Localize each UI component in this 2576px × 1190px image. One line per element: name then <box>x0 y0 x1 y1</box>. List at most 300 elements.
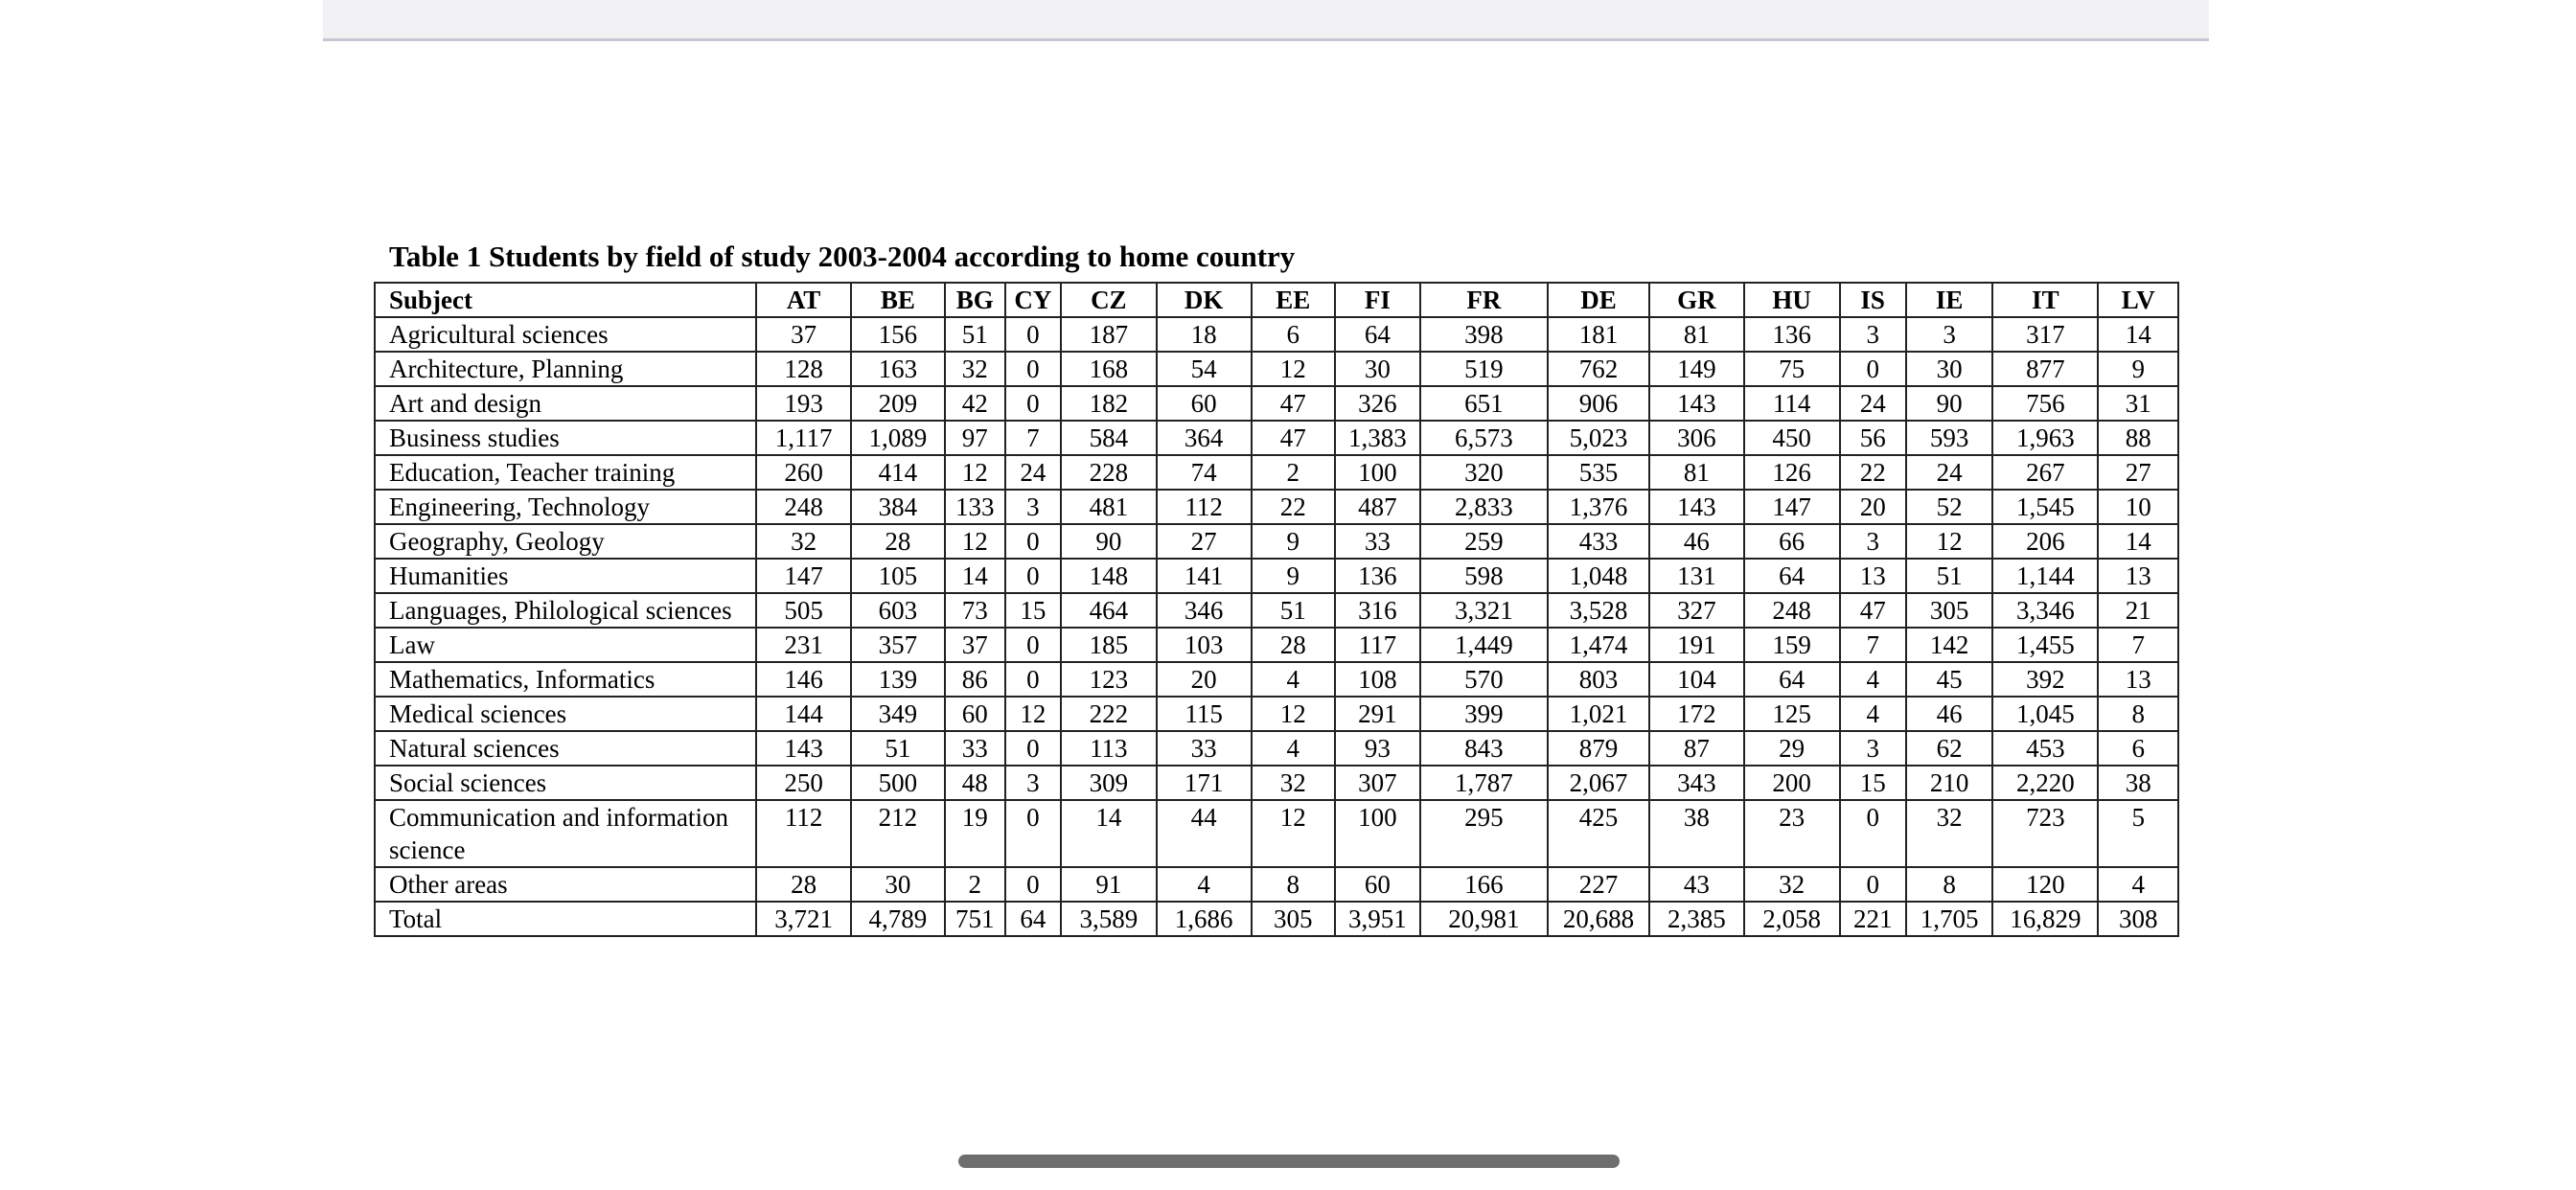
table-cell: 9 <box>2098 352 2178 386</box>
table-cell: 21 <box>2098 593 2178 628</box>
table-cell: 81 <box>1649 317 1744 352</box>
table-cell: 28 <box>1252 628 1336 662</box>
table-cell: 64 <box>1744 662 1840 697</box>
table-cell: 12 <box>1252 800 1336 867</box>
table-cell: 159 <box>1744 628 1840 662</box>
table-cell: 14 <box>2098 317 2178 352</box>
table-cell: 181 <box>1548 317 1649 352</box>
table-cell: 392 <box>1992 662 2098 697</box>
table-cell: 2 <box>1252 455 1336 490</box>
table-cell: 327 <box>1649 593 1744 628</box>
table-cell: 191 <box>1649 628 1744 662</box>
table-cell: 163 <box>851 352 945 386</box>
table-cell: 93 <box>1335 731 1420 766</box>
table-cell: 12 <box>1252 697 1336 731</box>
table-cell: 32 <box>1906 800 1993 867</box>
table-cell: 305 <box>1906 593 1993 628</box>
table-cell: 143 <box>756 731 851 766</box>
table-cell: 8 <box>1252 867 1336 902</box>
table-cell: 4 <box>1840 697 1906 731</box>
table-cell: 12 <box>1906 524 1993 559</box>
table-cell: 212 <box>851 800 945 867</box>
row-subject: Humanities <box>375 559 756 593</box>
table-cell: 453 <box>1992 731 2098 766</box>
table-cell: 193 <box>756 386 851 421</box>
row-subject: Total <box>375 902 756 936</box>
table-cell: 51 <box>945 317 1005 352</box>
table-cell: 6,573 <box>1420 421 1548 455</box>
table-cell: 22 <box>1840 455 1906 490</box>
table-cell: 20 <box>1840 490 1906 524</box>
table-cell: 1,455 <box>1992 628 2098 662</box>
table-row <box>375 593 2178 628</box>
table-row <box>375 386 2178 421</box>
table-cell: 1,545 <box>1992 490 2098 524</box>
table-cell: 6 <box>2098 731 2178 766</box>
table-cell: 7 <box>2098 628 2178 662</box>
table-cell: 248 <box>1744 593 1840 628</box>
table-cell: 24 <box>1005 455 1061 490</box>
table-cell: 23 <box>1744 800 1840 867</box>
table-cell: 9 <box>1252 524 1336 559</box>
table-cell: 0 <box>1840 867 1906 902</box>
table-cell: 108 <box>1335 662 1420 697</box>
table-cell: 12 <box>1005 697 1061 731</box>
table-cell: 0 <box>1005 559 1061 593</box>
table-cell: 12 <box>945 524 1005 559</box>
table-cell: 464 <box>1061 593 1157 628</box>
table-cell: 0 <box>1005 524 1061 559</box>
table-cell: 7 <box>1005 421 1061 455</box>
table-cell: 906 <box>1548 386 1649 421</box>
row-subject: Architecture, Planning <box>375 352 756 386</box>
table-cell: 22 <box>1252 490 1336 524</box>
table-cell: 133 <box>945 490 1005 524</box>
table-cell: 433 <box>1548 524 1649 559</box>
table-cell: 32 <box>1744 867 1840 902</box>
table-cell: 33 <box>1157 731 1252 766</box>
table-cell: 1,021 <box>1548 697 1649 731</box>
table-cell: 1,045 <box>1992 697 2098 731</box>
table-cell: 147 <box>1744 490 1840 524</box>
table-cell: 3 <box>1840 524 1906 559</box>
top-toolbar <box>323 0 2209 41</box>
table-cell: 3,721 <box>756 902 851 936</box>
table-cell: 3,589 <box>1061 902 1157 936</box>
table-cell: 248 <box>756 490 851 524</box>
table-cell: 12 <box>1252 352 1336 386</box>
table-cell: 123 <box>1061 662 1157 697</box>
column-header-cy: CY <box>1005 283 1061 317</box>
table-cell: 74 <box>1157 455 1252 490</box>
table-cell: 398 <box>1420 317 1548 352</box>
row-subject: Medical sciences <box>375 697 756 731</box>
table-cell: 221 <box>1840 902 1906 936</box>
table-cell: 27 <box>1157 524 1252 559</box>
table-cell: 1,705 <box>1906 902 1993 936</box>
table-cell: 0 <box>1005 867 1061 902</box>
table-cell: 1,089 <box>851 421 945 455</box>
row-subject: Natural sciences <box>375 731 756 766</box>
table-cell: 1,144 <box>1992 559 2098 593</box>
table-cell: 28 <box>851 524 945 559</box>
table-cell: 16,829 <box>1992 902 2098 936</box>
table-row <box>375 731 2178 766</box>
table-cell: 45 <box>1906 662 1993 697</box>
table-cell: 317 <box>1992 317 2098 352</box>
table-cell: 364 <box>1157 421 1252 455</box>
table-row <box>375 766 2178 800</box>
table-cell: 4 <box>1840 662 1906 697</box>
table-cell: 651 <box>1420 386 1548 421</box>
table-cell: 20,981 <box>1420 902 1548 936</box>
column-header-subject: Subject <box>375 283 756 317</box>
table-cell: 0 <box>1005 662 1061 697</box>
table-cell: 306 <box>1649 421 1744 455</box>
table-cell: 47 <box>1840 593 1906 628</box>
table-cell: 143 <box>1649 386 1744 421</box>
table-cell: 60 <box>1157 386 1252 421</box>
table-cell: 136 <box>1744 317 1840 352</box>
table-cell: 46 <box>1649 524 1744 559</box>
table-cell: 0 <box>1005 628 1061 662</box>
table-cell: 14 <box>1061 800 1157 867</box>
table-cell: 309 <box>1061 766 1157 800</box>
row-subject: Languages, Philological sciences <box>375 593 756 628</box>
table-cell: 30 <box>1335 352 1420 386</box>
table-cell: 30 <box>851 867 945 902</box>
table-cell: 43 <box>1649 867 1744 902</box>
column-header-bg: BG <box>945 283 1005 317</box>
table-cell: 535 <box>1548 455 1649 490</box>
table-row <box>375 800 2178 867</box>
table-cell: 24 <box>1906 455 1993 490</box>
table-cell: 141 <box>1157 559 1252 593</box>
table-cell: 349 <box>851 697 945 731</box>
students-table <box>374 282 2179 937</box>
table-cell: 231 <box>756 628 851 662</box>
table-cell: 120 <box>1992 867 2098 902</box>
table-cell: 64 <box>1005 902 1061 936</box>
table-row <box>375 317 2178 352</box>
table-row <box>375 628 2178 662</box>
column-header-it: IT <box>1992 283 2098 317</box>
table-cell: 91 <box>1061 867 1157 902</box>
table-cell: 291 <box>1335 697 1420 731</box>
table-cell: 210 <box>1906 766 1993 800</box>
table-cell: 131 <box>1649 559 1744 593</box>
table-cell: 166 <box>1420 867 1548 902</box>
table-cell: 146 <box>756 662 851 697</box>
table-cell: 168 <box>1061 352 1157 386</box>
table-cell: 0 <box>1005 317 1061 352</box>
table-cell: 399 <box>1420 697 1548 731</box>
table-cell: 1,787 <box>1420 766 1548 800</box>
table-cell: 29 <box>1744 731 1840 766</box>
row-subject: Education, Teacher training <box>375 455 756 490</box>
table-cell: 450 <box>1744 421 1840 455</box>
table-cell: 1,376 <box>1548 490 1649 524</box>
table-cell: 38 <box>1649 800 1744 867</box>
table-cell: 1,963 <box>1992 421 2098 455</box>
table-cell: 222 <box>1061 697 1157 731</box>
table-cell: 100 <box>1335 800 1420 867</box>
table-cell: 1,474 <box>1548 628 1649 662</box>
table-cell: 15 <box>1840 766 1906 800</box>
table-cell: 598 <box>1420 559 1548 593</box>
column-header-gr: GR <box>1649 283 1744 317</box>
table-cell: 3 <box>1906 317 1993 352</box>
row-subject: Communication and information science <box>375 800 756 867</box>
table-cell: 10 <box>2098 490 2178 524</box>
row-subject: Other areas <box>375 867 756 902</box>
column-header-ee: EE <box>1252 283 1336 317</box>
table-cell: 97 <box>945 421 1005 455</box>
table-cell: 723 <box>1992 800 2098 867</box>
column-header-hu: HU <box>1744 283 1840 317</box>
table-cell: 103 <box>1157 628 1252 662</box>
table-cell: 414 <box>851 455 945 490</box>
table-cell: 0 <box>1840 800 1906 867</box>
table-cell: 46 <box>1906 697 1993 731</box>
table-cell: 42 <box>945 386 1005 421</box>
table-row <box>375 867 2178 902</box>
table-cell: 60 <box>945 697 1005 731</box>
table-cell: 48 <box>945 766 1005 800</box>
table-cell: 64 <box>1335 317 1420 352</box>
table-cell: 6 <box>1252 317 1336 352</box>
row-subject: Engineering, Technology <box>375 490 756 524</box>
table-cell: 13 <box>2098 662 2178 697</box>
column-header-be: BE <box>851 283 945 317</box>
table-cell: 593 <box>1906 421 1993 455</box>
table-cell: 307 <box>1335 766 1420 800</box>
table-cell: 112 <box>1157 490 1252 524</box>
table-cell: 305 <box>1252 902 1336 936</box>
row-subject: Law <box>375 628 756 662</box>
table-cell: 1,686 <box>1157 902 1252 936</box>
table-row <box>375 352 2178 386</box>
table-cell: 570 <box>1420 662 1548 697</box>
table-cell: 2,220 <box>1992 766 2098 800</box>
table-cell: 30 <box>1906 352 1993 386</box>
row-subject: Agricultural sciences <box>375 317 756 352</box>
table-cell: 2,067 <box>1548 766 1649 800</box>
table-cell: 1,449 <box>1420 628 1548 662</box>
table-cell: 18 <box>1157 317 1252 352</box>
table-cell: 139 <box>851 662 945 697</box>
table-cell: 4,789 <box>851 902 945 936</box>
table-cell: 90 <box>1061 524 1157 559</box>
table-cell: 51 <box>1906 559 1993 593</box>
table-cell: 843 <box>1420 731 1548 766</box>
table-row <box>375 902 2178 936</box>
table-cell: 37 <box>756 317 851 352</box>
table-cell: 505 <box>756 593 851 628</box>
table-cell: 126 <box>1744 455 1840 490</box>
header-row <box>375 283 2178 317</box>
table-cell: 52 <box>1906 490 1993 524</box>
table-cell: 227 <box>1548 867 1649 902</box>
table-cell: 8 <box>2098 697 2178 731</box>
table-cell: 603 <box>851 593 945 628</box>
table-cell: 171 <box>1157 766 1252 800</box>
table-cell: 88 <box>2098 421 2178 455</box>
table-cell: 54 <box>1157 352 1252 386</box>
table-cell: 751 <box>945 902 1005 936</box>
table-cell: 13 <box>2098 559 2178 593</box>
table-cell: 2,833 <box>1420 490 1548 524</box>
table-cell: 584 <box>1061 421 1157 455</box>
table-cell: 346 <box>1157 593 1252 628</box>
table-cell: 75 <box>1744 352 1840 386</box>
table-cell: 3 <box>1840 317 1906 352</box>
table-cell: 2,385 <box>1649 902 1744 936</box>
table-cell: 8 <box>1906 867 1993 902</box>
table-cell: 0 <box>1005 386 1061 421</box>
table-row <box>375 455 2178 490</box>
table-cell: 0 <box>1005 731 1061 766</box>
table-cell: 3 <box>1005 490 1061 524</box>
table-cell: 13 <box>1840 559 1906 593</box>
table-cell: 31 <box>2098 386 2178 421</box>
table-cell: 32 <box>945 352 1005 386</box>
table-cell: 320 <box>1420 455 1548 490</box>
table-cell: 5 <box>2098 800 2178 867</box>
table-cell: 104 <box>1649 662 1744 697</box>
table-cell: 64 <box>1744 559 1840 593</box>
table-cell: 0 <box>1005 800 1061 867</box>
table-cell: 308 <box>2098 902 2178 936</box>
table-cell: 3 <box>1005 766 1061 800</box>
table-cell: 32 <box>756 524 851 559</box>
table-cell: 3,951 <box>1335 902 1420 936</box>
table-cell: 47 <box>1252 421 1336 455</box>
table-cell: 803 <box>1548 662 1649 697</box>
table-cell: 228 <box>1061 455 1157 490</box>
table-cell: 2,058 <box>1744 902 1840 936</box>
table-cell: 44 <box>1157 800 1252 867</box>
table-row <box>375 559 2178 593</box>
home-indicator[interactable] <box>958 1155 1620 1168</box>
table-cell: 2 <box>945 867 1005 902</box>
table-cell: 142 <box>1906 628 1993 662</box>
column-header-is: IS <box>1840 283 1906 317</box>
table-cell: 51 <box>851 731 945 766</box>
table-cell: 47 <box>1252 386 1336 421</box>
table-cell: 20 <box>1157 662 1252 697</box>
table-cell: 1,117 <box>756 421 851 455</box>
row-subject: Social sciences <box>375 766 756 800</box>
table-cell: 756 <box>1992 386 2098 421</box>
table-cell: 487 <box>1335 490 1420 524</box>
table-cell: 112 <box>756 800 851 867</box>
column-header-de: DE <box>1548 283 1649 317</box>
table-cell: 519 <box>1420 352 1548 386</box>
table-cell: 7 <box>1840 628 1906 662</box>
table-cell: 1,383 <box>1335 421 1420 455</box>
table-cell: 316 <box>1335 593 1420 628</box>
table-cell: 425 <box>1548 800 1649 867</box>
table-cell: 86 <box>945 662 1005 697</box>
table-row <box>375 490 2178 524</box>
table-cell: 87 <box>1649 731 1744 766</box>
table-cell: 267 <box>1992 455 2098 490</box>
column-header-ie: IE <box>1906 283 1993 317</box>
table-cell: 206 <box>1992 524 2098 559</box>
table-cell: 156 <box>851 317 945 352</box>
table-cell: 295 <box>1420 800 1548 867</box>
table-row <box>375 662 2178 697</box>
table-cell: 326 <box>1335 386 1420 421</box>
table-row <box>375 421 2178 455</box>
table-cell: 20,688 <box>1548 902 1649 936</box>
table-cell: 62 <box>1906 731 1993 766</box>
table-cell: 148 <box>1061 559 1157 593</box>
table-cell: 12 <box>945 455 1005 490</box>
column-header-fi: FI <box>1335 283 1420 317</box>
table-cell: 128 <box>756 352 851 386</box>
table-cell: 144 <box>756 697 851 731</box>
table-cell: 357 <box>851 628 945 662</box>
table-cell: 877 <box>1992 352 2098 386</box>
table-cell: 136 <box>1335 559 1420 593</box>
table-cell: 259 <box>1420 524 1548 559</box>
table-cell: 73 <box>945 593 1005 628</box>
table-cell: 33 <box>1335 524 1420 559</box>
table-cell: 4 <box>1252 662 1336 697</box>
table-cell: 209 <box>851 386 945 421</box>
table-cell: 37 <box>945 628 1005 662</box>
table-cell: 15 <box>1005 593 1061 628</box>
column-header-dk: DK <box>1157 283 1252 317</box>
table-cell: 51 <box>1252 593 1336 628</box>
table-cell: 5,023 <box>1548 421 1649 455</box>
table-cell: 27 <box>2098 455 2178 490</box>
table-cell: 4 <box>2098 867 2178 902</box>
table-cell: 113 <box>1061 731 1157 766</box>
row-subject: Business studies <box>375 421 756 455</box>
table-cell: 90 <box>1906 386 1993 421</box>
table-cell: 3,321 <box>1420 593 1548 628</box>
table-cell: 117 <box>1335 628 1420 662</box>
table-cell: 4 <box>1252 731 1336 766</box>
table-cell: 172 <box>1649 697 1744 731</box>
table-cell: 14 <box>945 559 1005 593</box>
row-subject: Art and design <box>375 386 756 421</box>
row-subject: Mathematics, Informatics <box>375 662 756 697</box>
table-cell: 147 <box>756 559 851 593</box>
table-cell: 343 <box>1649 766 1744 800</box>
table-cell: 105 <box>851 559 945 593</box>
table-cell: 879 <box>1548 731 1649 766</box>
table-cell: 260 <box>756 455 851 490</box>
table-row <box>375 697 2178 731</box>
table-cell: 200 <box>1744 766 1840 800</box>
table-cell: 28 <box>756 867 851 902</box>
table-cell: 24 <box>1840 386 1906 421</box>
table-cell: 500 <box>851 766 945 800</box>
table-cell: 0 <box>1840 352 1906 386</box>
table-cell: 3,528 <box>1548 593 1649 628</box>
column-header-cz: CZ <box>1061 283 1157 317</box>
table-cell: 14 <box>2098 524 2178 559</box>
table-cell: 9 <box>1252 559 1336 593</box>
table-cell: 60 <box>1335 867 1420 902</box>
table-cell: 19 <box>945 800 1005 867</box>
table-cell: 3,346 <box>1992 593 2098 628</box>
table-cell: 149 <box>1649 352 1744 386</box>
